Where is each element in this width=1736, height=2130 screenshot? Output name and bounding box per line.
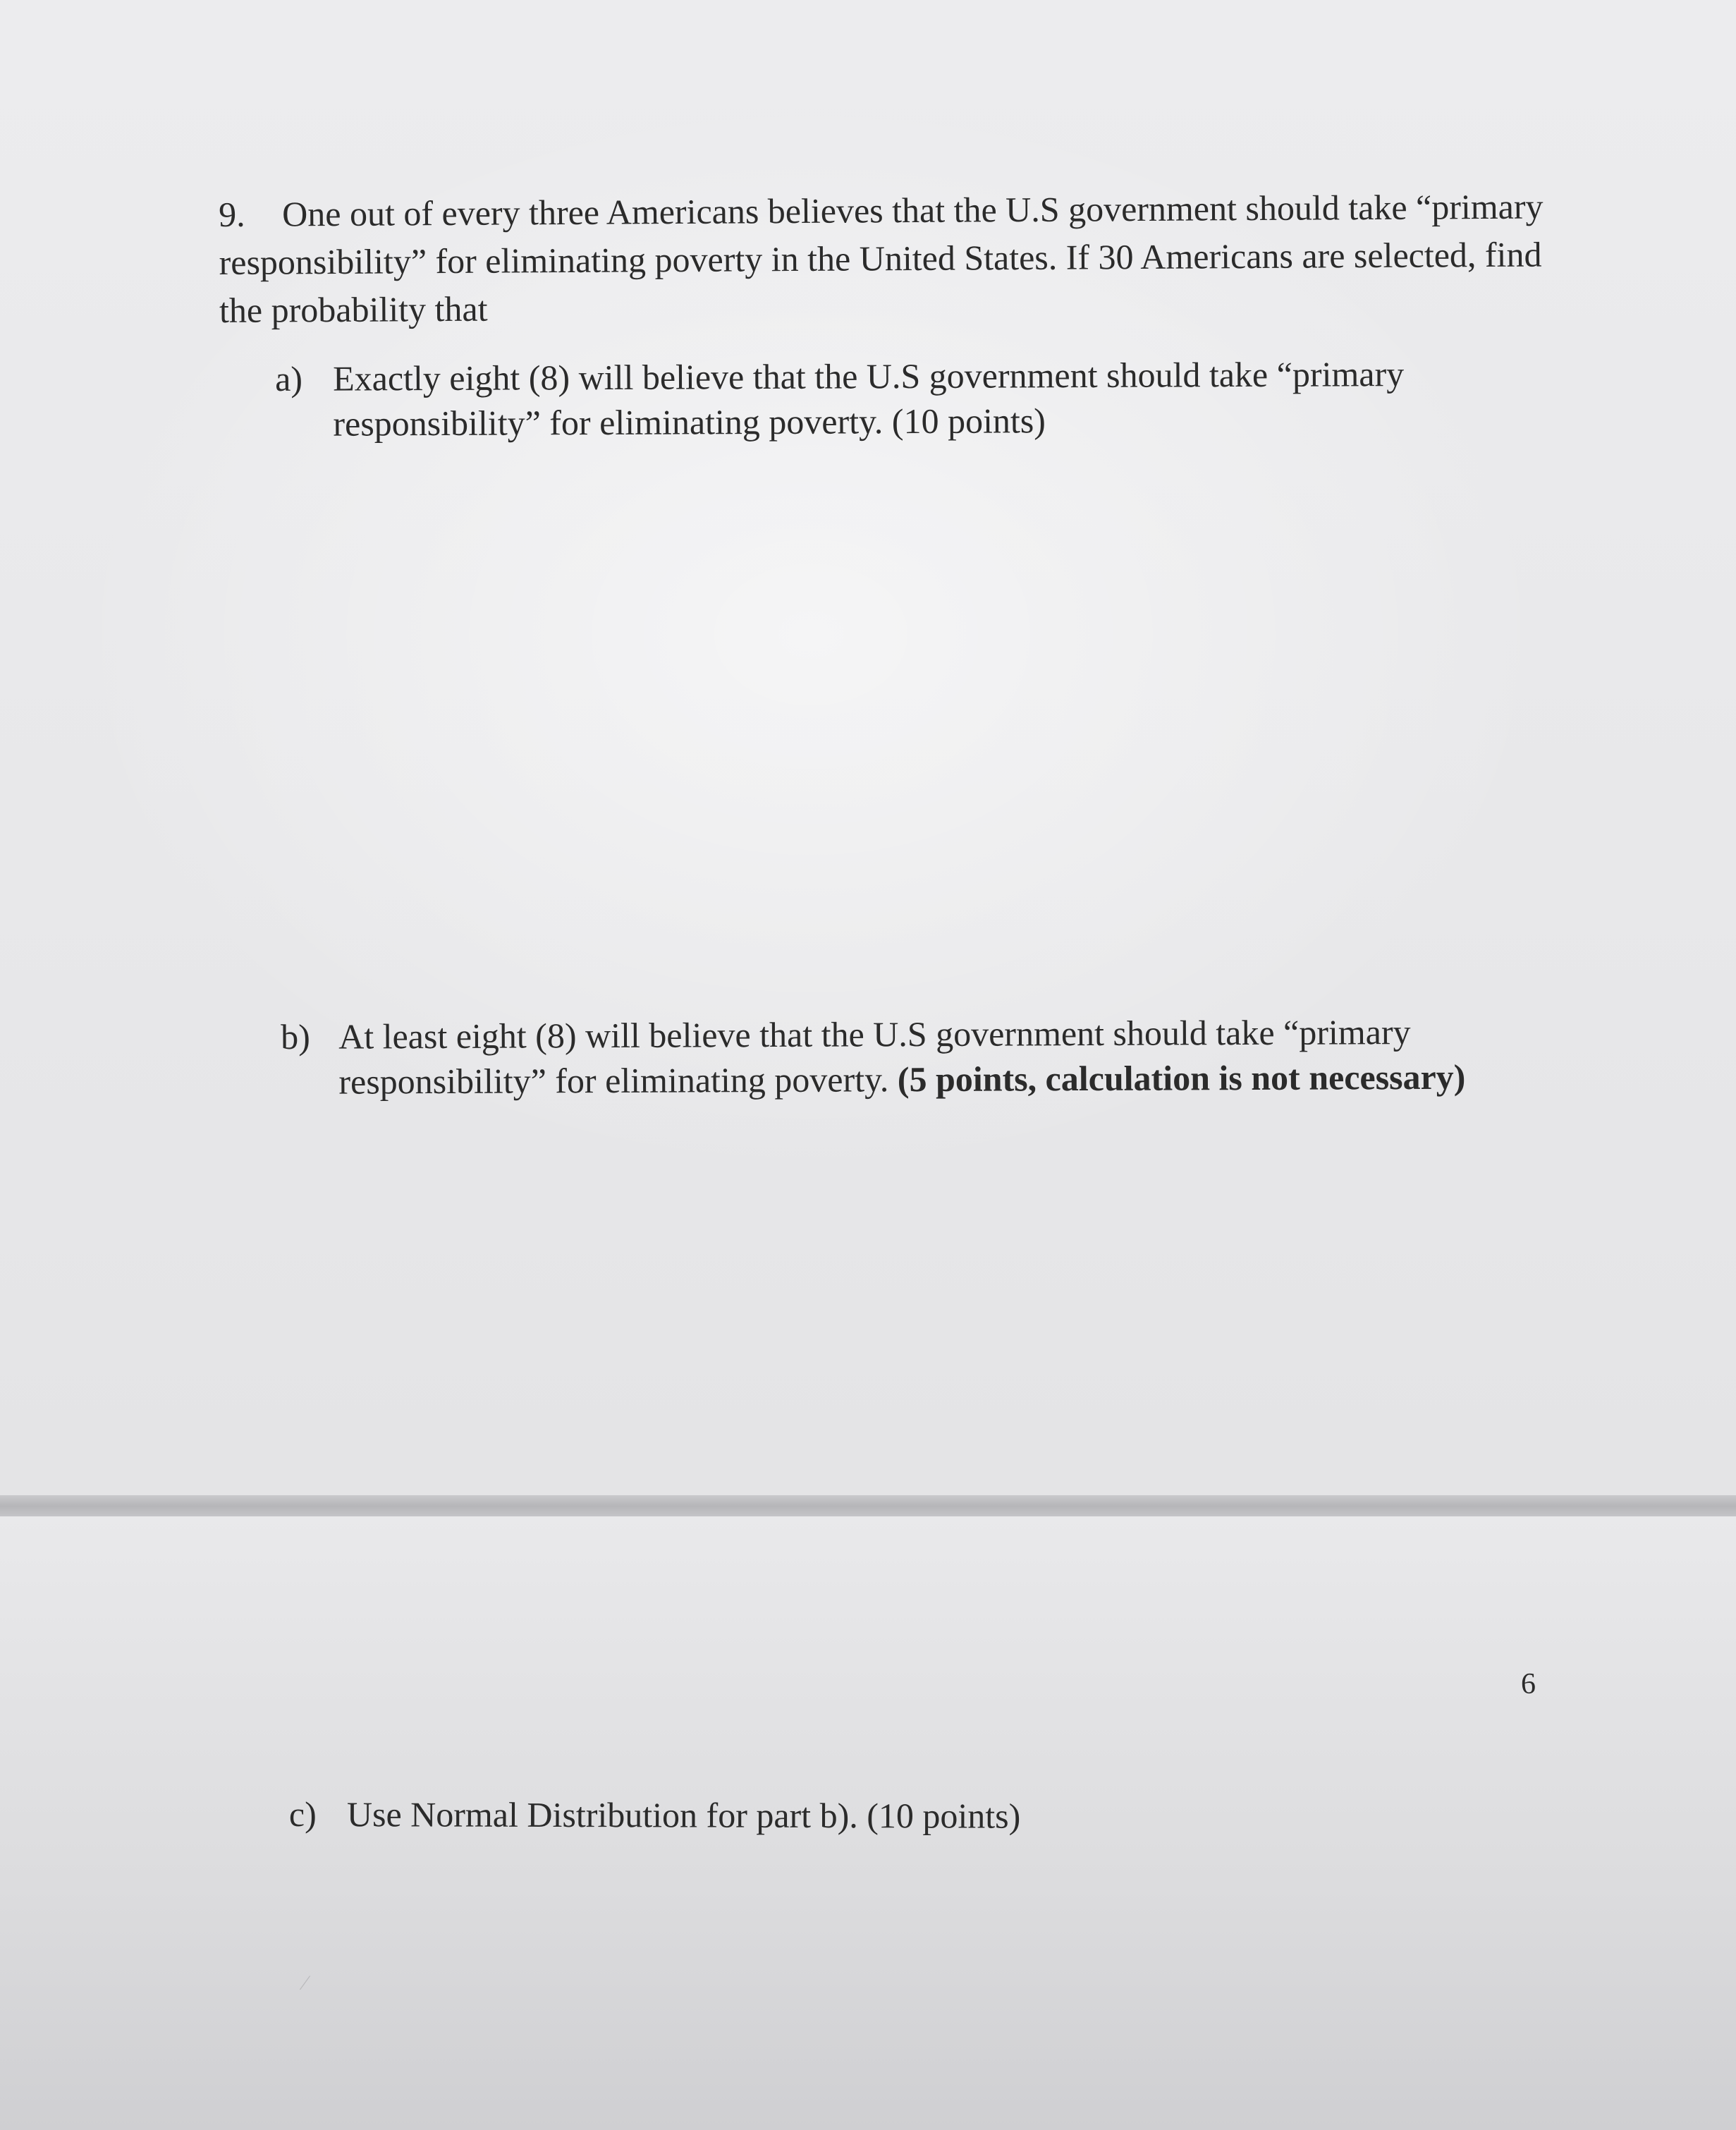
part-b: [281, 1009, 1522, 1104]
question-text: One out of every three Americans believes that the U.S government should take “primary responsibility” for eliminating poverty in the United States. If 30 Americans are selected, find the probability that: [219, 186, 1544, 330]
part-b-text: At least eight (8) will believe that the U.S government should take “primary responsibility” for eliminating poverty.: [338, 1012, 1411, 1102]
part-b-points: (5 points, calculation is not necessary): [897, 1057, 1466, 1100]
part-c-text: Use Normal Distribution for part b). (10 points): [346, 1794, 1021, 1836]
part-a: [275, 351, 1517, 446]
page-number: 6: [1521, 1668, 1536, 1700]
part-a-label: a): [275, 358, 303, 398]
part-a-text: Exactly eight (8) will believe that the U.S government should take “primary responsibility” for eliminating poverty. (10 points): [333, 354, 1405, 444]
part-b-label: b): [281, 1016, 310, 1057]
pencil-mark: ⁄: [303, 1971, 307, 1995]
part-c-label: c): [288, 1794, 317, 1834]
part-c: [289, 1791, 1530, 1840]
part-b-text-block: [338, 1009, 1522, 1104]
question-number: 9.: [219, 194, 245, 234]
question-9: [219, 183, 1545, 334]
page-seam: [0, 1495, 1736, 1519]
